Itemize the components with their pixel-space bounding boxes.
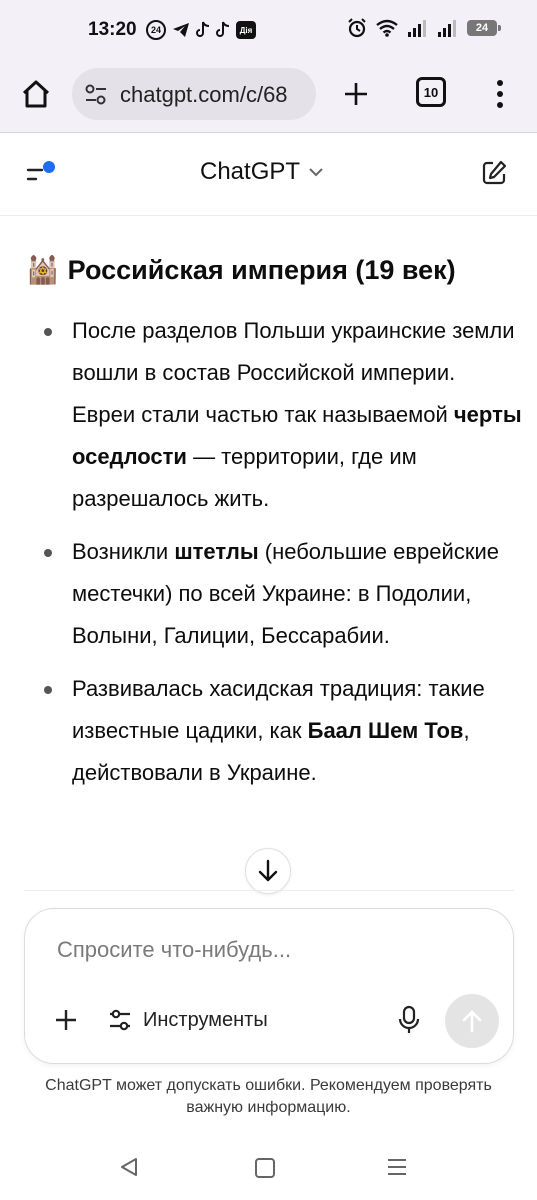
list-text: Развивалась хасидская традиция: такие известные цадики, как bbox=[72, 676, 485, 743]
more-dot-icon bbox=[497, 102, 503, 108]
status-bar bbox=[0, 0, 537, 60]
disclaimer bbox=[0, 1075, 537, 1119]
battery-icon: 24 bbox=[467, 20, 497, 36]
tiktok-icon bbox=[196, 21, 210, 39]
url-text: chatgpt.com/c/68 bbox=[120, 82, 288, 107]
tiktok-icon-2 bbox=[216, 21, 230, 39]
divider bbox=[24, 890, 514, 891]
badge-24-icon: 24 bbox=[146, 20, 166, 40]
status-notification-icons bbox=[146, 20, 256, 40]
edit-icon bbox=[480, 159, 508, 187]
back-nav-icon[interactable] bbox=[118, 1156, 140, 1178]
new-tab-button[interactable] bbox=[336, 74, 376, 114]
chevron-down-icon bbox=[308, 167, 324, 177]
section-heading bbox=[26, 254, 456, 286]
site-settings-icon[interactable] bbox=[84, 84, 108, 106]
dia-app-icon: Дія bbox=[236, 21, 256, 39]
scroll-to-bottom-button[interactable] bbox=[245, 848, 291, 894]
message-composer[interactable] bbox=[24, 908, 514, 1064]
model-selector[interactable] bbox=[200, 158, 324, 186]
disclaimer-line: ChatGPT может допускать ошибки. Рекомендуем проверять bbox=[45, 1077, 492, 1094]
plus-icon bbox=[343, 81, 369, 107]
tools-label: Инструменты bbox=[143, 1008, 268, 1031]
list-text: (небольшие еврейские местечки) по всей Украине: в Подолии, Волыни, Галиции, Бессарабии. bbox=[72, 539, 499, 648]
browser-toolbar bbox=[0, 60, 537, 133]
system-navigation-bar bbox=[0, 1140, 537, 1200]
home-icon bbox=[21, 80, 51, 108]
message-input[interactable]: Спросите что-нибудь... bbox=[57, 937, 292, 962]
arrow-up-icon bbox=[461, 1009, 483, 1033]
chat-message-content bbox=[0, 216, 537, 891]
sidebar-menu-icon bbox=[26, 159, 60, 189]
section-title: Российская империя (19 век) bbox=[67, 254, 456, 285]
list-bold-text: черты оседлости bbox=[72, 402, 522, 469]
recents-nav-icon[interactable] bbox=[386, 1156, 408, 1178]
wifi-icon bbox=[375, 19, 399, 37]
home-button[interactable] bbox=[18, 76, 54, 112]
attach-button[interactable] bbox=[53, 1007, 79, 1038]
plus-icon bbox=[53, 1007, 79, 1033]
home-nav-icon[interactable] bbox=[255, 1158, 275, 1178]
more-dot-icon bbox=[497, 91, 503, 97]
list-text: Возникли bbox=[72, 539, 175, 564]
list-text: После разделов Польши украинские земли вошли в состав Российской империи. Евреи стали частью так называемой bbox=[72, 318, 515, 427]
chat-header bbox=[0, 133, 537, 216]
browser-menu-button[interactable] bbox=[488, 74, 512, 114]
signal-icon-2 bbox=[437, 19, 459, 37]
chat-title: ChatGPT bbox=[200, 158, 301, 185]
more-dot-icon bbox=[497, 80, 503, 86]
address-bar[interactable] bbox=[72, 68, 316, 120]
status-system-icons bbox=[347, 18, 497, 38]
send-button[interactable] bbox=[445, 994, 499, 1048]
arrow-down-icon bbox=[257, 859, 279, 883]
microphone-button[interactable] bbox=[397, 1005, 421, 1040]
bullet-list bbox=[34, 310, 524, 805]
telegram-icon bbox=[172, 22, 190, 38]
list-text: — территории, где им разрешалось жить. bbox=[72, 444, 417, 511]
alarm-icon bbox=[347, 18, 367, 38]
disclaimer-line: важную информацию. bbox=[186, 1099, 351, 1116]
list-item bbox=[34, 310, 524, 520]
tools-button[interactable] bbox=[107, 1007, 268, 1033]
tools-sliders-icon bbox=[107, 1007, 133, 1033]
list-bold-text: Баал Шем Тов bbox=[307, 718, 464, 743]
list-text: , действовали в Украине. bbox=[72, 718, 470, 785]
tab-switcher-button[interactable]: 10 bbox=[416, 77, 446, 107]
signal-icon bbox=[407, 19, 429, 37]
list-bold-text: штетлы bbox=[174, 539, 259, 564]
list-item bbox=[34, 531, 524, 657]
sidebar-toggle-button[interactable] bbox=[26, 159, 60, 189]
microphone-icon bbox=[397, 1005, 421, 1035]
list-item bbox=[34, 668, 524, 794]
new-chat-button[interactable] bbox=[480, 159, 508, 192]
synagogue-icon: 🕍 bbox=[26, 255, 60, 285]
status-time: 13:20 bbox=[88, 19, 137, 40]
